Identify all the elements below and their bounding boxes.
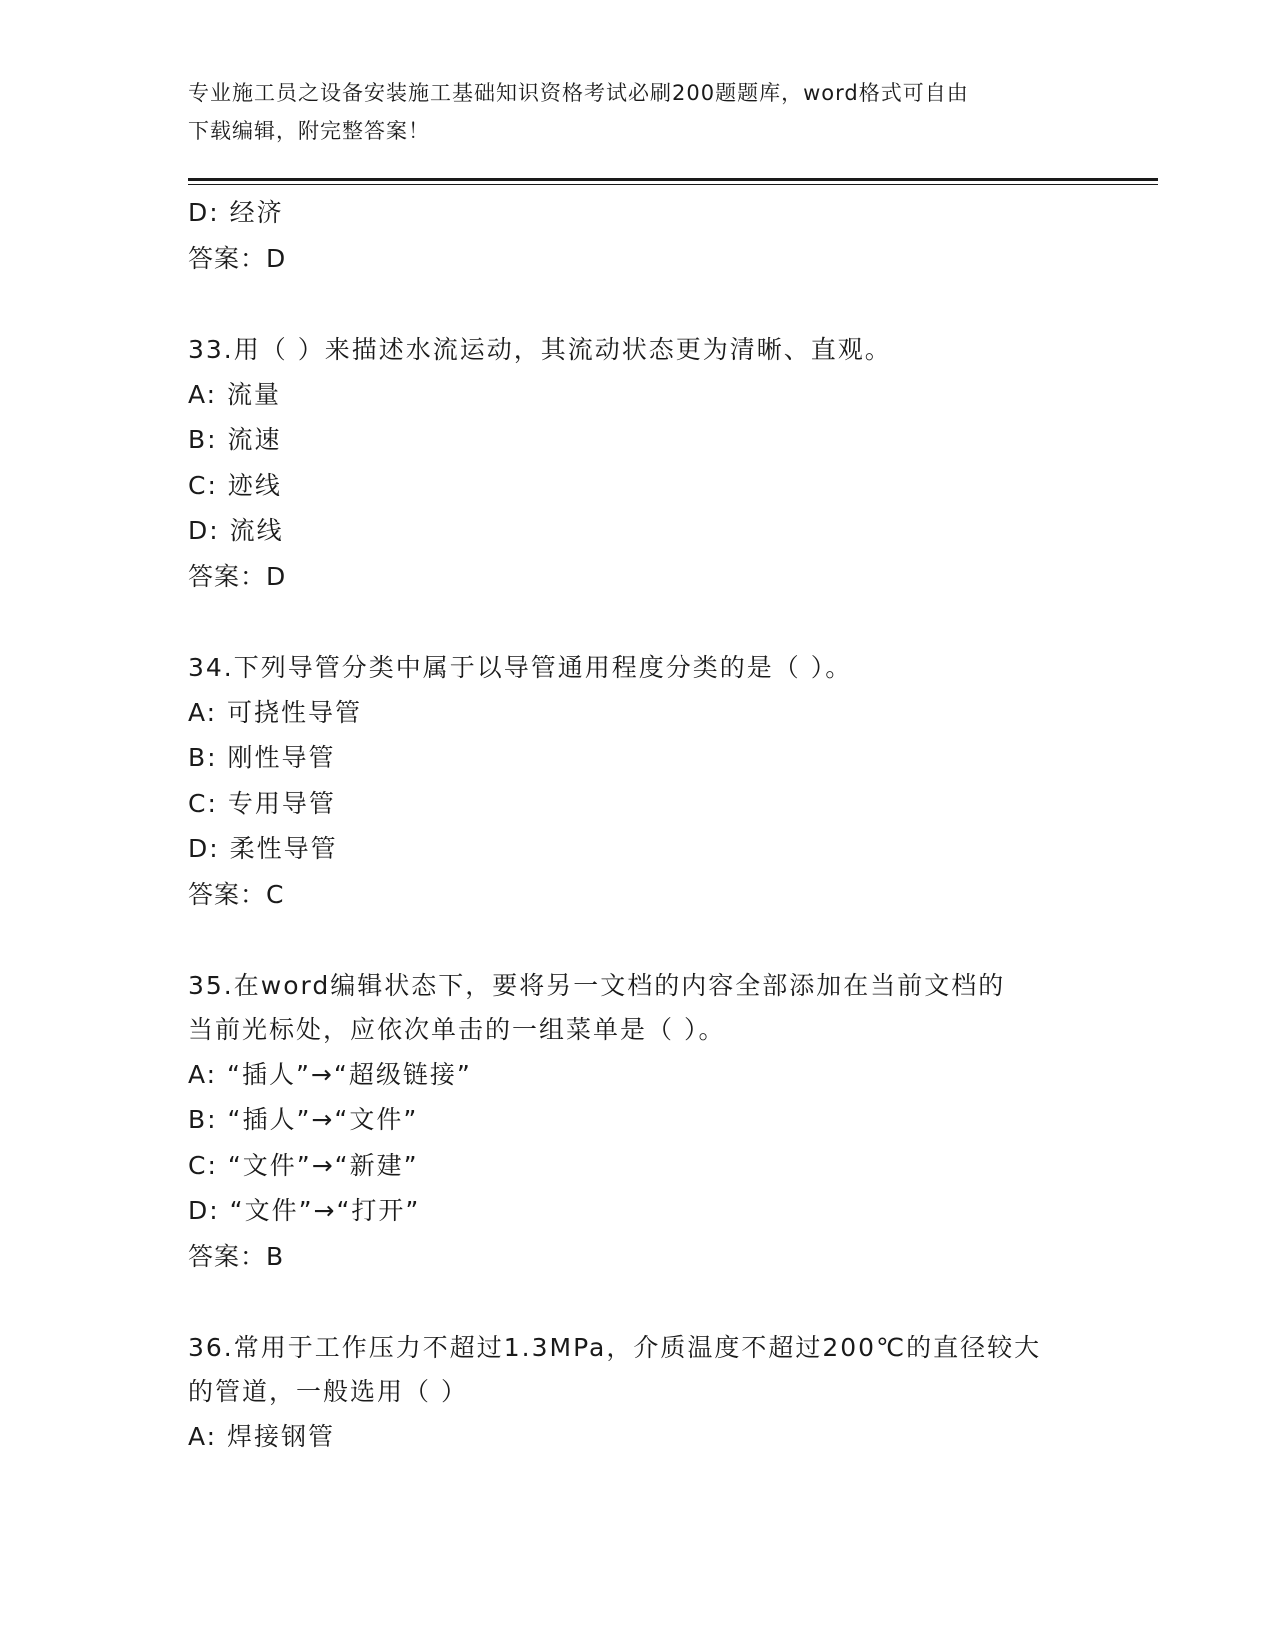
- option-d: D: 柔性导管: [188, 834, 338, 863]
- question-list: [188, 190, 1088, 1459]
- question-36: [188, 1326, 1088, 1460]
- option-c: C: 迹线: [188, 470, 282, 500]
- header-divider-thin: [188, 184, 1158, 185]
- question-stem-line-1: 36.常用于工作压力不超过1.3MPa，介质温度不超过200℃的直径较大: [188, 1332, 1042, 1362]
- document-header: [188, 74, 1088, 150]
- option-b: B: 刚性导管: [188, 743, 336, 772]
- option-b: B: 流速: [188, 425, 282, 454]
- option-c: C: 专用导管: [188, 788, 336, 818]
- header-line-2: 下载编辑，附完整答案！: [188, 119, 430, 143]
- question-stem-line-2: 的管道，一般选用（ ）: [188, 1376, 468, 1406]
- answer-line: 答案：B: [188, 1241, 285, 1271]
- header-line-1: 专业施工员之设备安装施工基础知识资格考试必刷200题题库，word格式可自由: [188, 81, 969, 105]
- question-stem: 34.下列导管分类中属于以导管通用程度分类的是（ ）。: [188, 652, 853, 682]
- option-a: A: 焊接钢管: [188, 1421, 336, 1451]
- question-stem-line-1: 35.在word编辑状态下，要将另一文档的内容全部添加在当前文档的: [188, 970, 1006, 1000]
- question-33: [188, 328, 1088, 600]
- answer-line: 答案：D: [188, 561, 287, 591]
- spacer: [188, 282, 1088, 328]
- question-34: [188, 646, 1088, 918]
- option-a: A: 流量: [188, 379, 282, 409]
- header-divider-thick: [188, 178, 1158, 181]
- option-d: D: “文件”→“打开”: [188, 1196, 421, 1225]
- option-b: B: “插人”→“文件”: [188, 1105, 419, 1134]
- option-d: D: 经济: [188, 198, 284, 227]
- question-35: [188, 964, 1088, 1280]
- question-stem-line-2: 当前光标处，应依次单击的一组菜单是（ ）。: [188, 1014, 726, 1044]
- spacer: [188, 600, 1088, 646]
- spacer: [188, 918, 1088, 964]
- previous-question-tail: [188, 190, 1088, 282]
- option-a: A: 可挠性导管: [188, 697, 363, 727]
- option-a: A: “插人”→“超级链接”: [188, 1059, 472, 1089]
- question-stem: 33.用（ ）来描述水流运动，其流动状态更为清晰、直观。: [188, 334, 892, 364]
- answer-line: 答案：D: [188, 243, 287, 273]
- answer-line: 答案：C: [188, 879, 285, 909]
- option-c: C: “文件”→“新建”: [188, 1150, 419, 1180]
- spacer: [188, 1280, 1088, 1326]
- option-d: D: 流线: [188, 516, 284, 545]
